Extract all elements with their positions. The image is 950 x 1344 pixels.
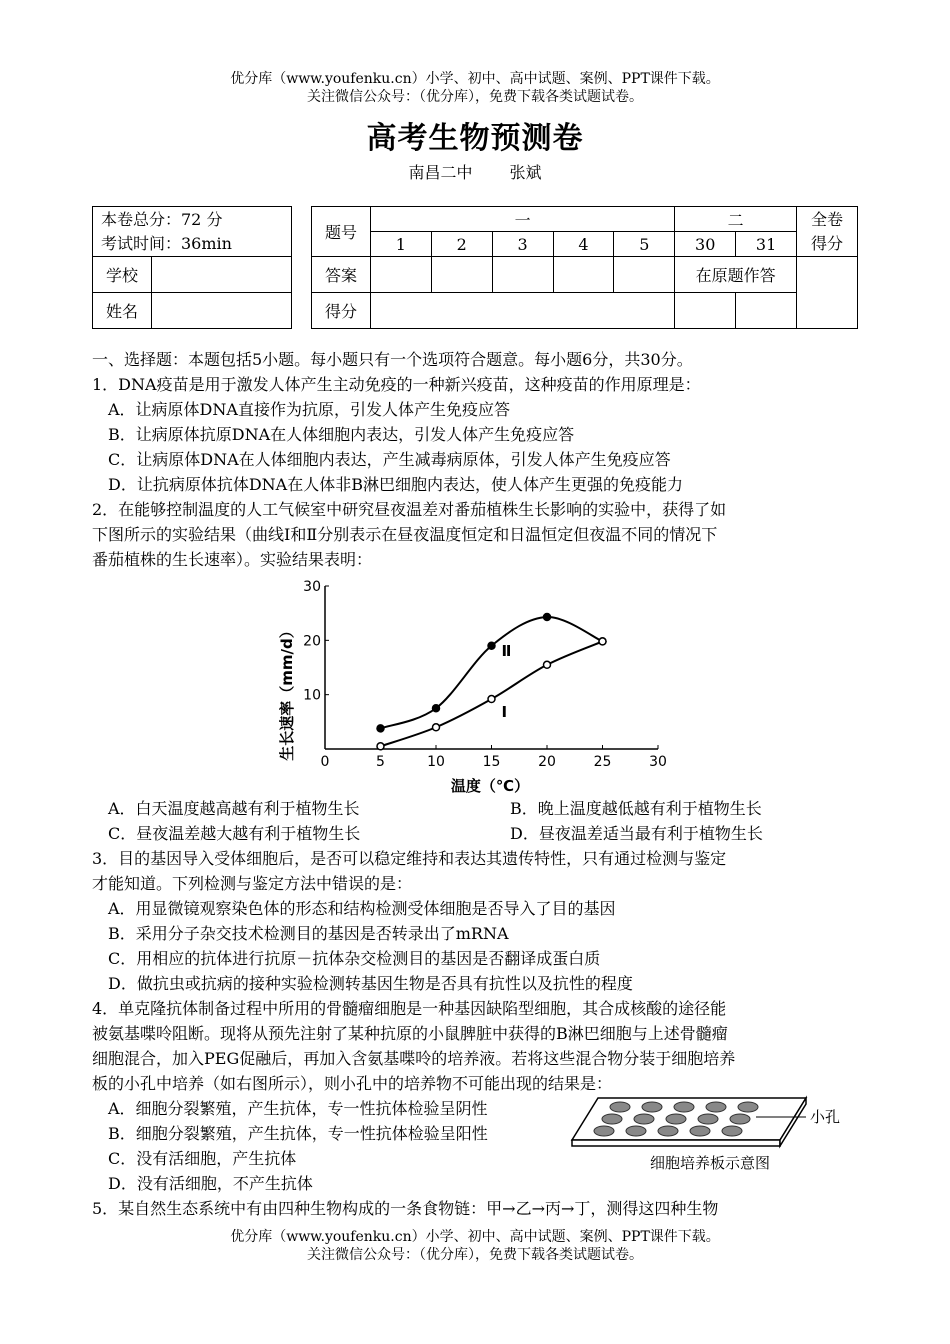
question-number: 30: [675, 232, 736, 257]
score-cell[interactable]: [675, 293, 736, 329]
q1-option-b[interactable]: B．让病原体抗原DNA在人体细胞内表达，引发人体产生免疫应答: [108, 425, 575, 444]
q3-option-d[interactable]: D．做抗虫或抗病的接种实验检测转基因生物是否具有抗性以及抗性的程度: [108, 974, 633, 993]
chart-ticks: [303, 579, 667, 770]
chart-x-tick-label: 10: [427, 754, 445, 770]
q2-stem-line-1: 2．在能够控制温度的人工气候室中研究昼夜温差对番茄植株生长影响的实验中，获得了如: [92, 500, 727, 519]
school-label: 学校: [93, 257, 152, 293]
question-number: 5: [614, 232, 675, 257]
chart-ylabel: 生长速率（mm/d）: [278, 623, 296, 761]
q4-option-d[interactable]: D．没有活细胞，不产生抗体: [108, 1174, 313, 1193]
q4-option-c[interactable]: C．没有活细胞，产生抗体: [108, 1149, 297, 1168]
q1-option-a[interactable]: A．让病原体DNA直接作为抗原，引发人体产生免疫应答: [108, 400, 510, 419]
q4-option-a[interactable]: A．细胞分裂繁殖，产生抗体，专一性抗体检验呈阴性: [108, 1099, 488, 1118]
question-number: 4: [553, 232, 614, 257]
question-no-label: 题号: [312, 207, 371, 257]
footer-line-1: 优分库（www.youfenku.cn）小学、初中、高中试题、案例、PPT课件下载。: [230, 1229, 720, 1245]
footer-line-2: 关注微信公众号：（优分库），免费下载各类试题试卷。: [307, 1247, 643, 1263]
exam-time: 考试时间：36min: [101, 233, 232, 253]
culture-well: [690, 1126, 710, 1136]
chart-x-tick-label: 0: [320, 754, 330, 770]
q4-option-b[interactable]: B．细胞分裂繁殖，产生抗体，专一性抗体检验呈阳性: [108, 1124, 488, 1143]
q3-stem-line-1: 3．目的基因导入受体细胞后，是否可以稳定维持和表达其遗传特性，只有通过检测与鉴定: [92, 849, 727, 868]
culture-well: [730, 1114, 750, 1124]
chart-point: [488, 642, 495, 649]
name-field[interactable]: [152, 293, 292, 329]
chart-x-tick-label: 20: [538, 754, 556, 770]
culture-well: [610, 1102, 630, 1112]
page-title: 高考生物预测卷: [366, 121, 584, 156]
culture-well: [642, 1102, 662, 1112]
author-line: [0, 160, 950, 183]
score-cell[interactable]: [736, 293, 797, 329]
q4-stem-line-3: 细胞混合，加入PEG促融后，再加入含氨基喋呤的培养液。若将这些混合物分装于细胞培养: [92, 1049, 736, 1068]
q4-stem-line-4: 板的小孔中培养（如右图所示），则小孔中的培养物不可能出现的结果是：: [92, 1074, 613, 1093]
section-heading: 一、选择题：本题包括5小题。每小题只有一个选项符合题意。每小题6分，共30分。: [92, 350, 693, 369]
q1-option-c[interactable]: C．让病原体DNA在人体细胞内表达，产生减毒病原体，引发人体产生免疫应答: [108, 450, 671, 469]
culture-plate-front: [572, 1140, 780, 1146]
score-label: 得分: [312, 293, 371, 329]
q2-stem-line-3: 番茄植株的生长速率）。实验结果表明：: [92, 550, 373, 569]
section-one-header: 一: [370, 207, 674, 232]
culture-well: [738, 1102, 758, 1112]
q3-option-b[interactable]: B．采用分子杂交技术检测目的基因是否转录出了mRNA: [108, 924, 509, 943]
q1-stem: 1．DNA疫苗是用于激发人体产生主动免疫的一种新兴疫苗，这种疫苗的作用原理是：: [92, 375, 701, 394]
culture-well: [706, 1102, 726, 1112]
culture-well: [634, 1114, 654, 1124]
chart-series-line: [381, 641, 603, 746]
q3-stem-line-2: 才能知道。下列检测与鉴定方法中错误的是：: [92, 874, 413, 893]
q4-stem-line-2: 被氨基喋呤阻断。现将从预先注射了某种抗原的小鼠脾脏中获得的B淋巴细胞与上述骨髓瘤: [92, 1024, 728, 1043]
q2-option-d[interactable]: D．昼夜温差适当最有利于植物生长: [510, 824, 763, 843]
chart-series: [377, 613, 606, 749]
culture-well: [658, 1126, 678, 1136]
chart-point: [377, 725, 384, 732]
culture-well: [674, 1102, 694, 1112]
total-score-cell[interactable]: [797, 257, 858, 329]
chart-point: [488, 696, 495, 703]
chart-series-line: [381, 617, 603, 728]
score-cell-section-one[interactable]: [370, 293, 674, 329]
answer-cell[interactable]: [492, 257, 553, 293]
culture-plate-figure: [570, 1092, 860, 1174]
answer-cell[interactable]: [553, 257, 614, 293]
culture-well: [626, 1126, 646, 1136]
info-table: [92, 206, 292, 329]
chart-x-tick-label: 15: [482, 754, 501, 770]
total-score-header: 全卷 得分: [797, 207, 858, 257]
answer-label: 答案: [312, 257, 371, 293]
chart-series-label: Ⅰ: [501, 703, 508, 722]
header-line-1: 优分库（www.youfenku.cn）小学、初中、高中试题、案例、PPT课件下载。: [230, 71, 720, 87]
figure-caption: 细胞培养板示意图: [649, 1154, 771, 1172]
growth-rate-chart: [270, 572, 680, 796]
question-number: 1: [370, 232, 431, 257]
q3-option-c[interactable]: C．用相应的抗体进行抗原－抗体杂交检测目的基因是否翻译成蛋白质: [108, 949, 601, 968]
chart-point: [599, 638, 606, 645]
chart-y-tick-label: 10: [303, 687, 321, 704]
q2-stem-line-2: 下图所示的实验结果（曲线Ⅰ和Ⅱ分别表示在昼夜温度恒定和日温恒定但夜温不同的情况下: [92, 525, 718, 544]
chart-x-tick-label: 5: [376, 754, 385, 770]
chart-point: [377, 743, 384, 750]
total-score: 本卷总分：72 分: [101, 209, 223, 229]
answer-note: 在原题作答: [675, 257, 797, 293]
q2-option-b[interactable]: B．晚上温度越低越有利于植物生长: [510, 799, 762, 818]
author-name: 张斌: [509, 163, 542, 182]
chart-point: [544, 613, 551, 620]
chart-axes: [325, 586, 658, 749]
chart-x-tick-label: 25: [593, 754, 612, 770]
chart-x-tick-label: 30: [649, 754, 667, 770]
chart-series-label: Ⅱ: [501, 641, 512, 660]
question-number: 2: [431, 232, 492, 257]
question-number: 31: [736, 232, 797, 257]
question-number: 3: [492, 232, 553, 257]
chart-y-tick-label: 30: [303, 579, 321, 595]
answer-cell[interactable]: [614, 257, 675, 293]
section-two-header: 二: [675, 207, 797, 232]
chart-y-tick-label: 20: [303, 633, 321, 650]
q3-option-a[interactable]: A．用显微镜观察染色体的形态和结构检测受体细胞是否导入了目的基因: [108, 899, 616, 918]
culture-well: [602, 1114, 622, 1124]
q1-option-d[interactable]: D．让抗病原体抗体DNA在人体非B淋巴细胞内表达，使人体产生更强的免疫能力: [108, 475, 683, 494]
header-line-2: 关注微信公众号：（优分库），免费下载各类试题试卷。: [307, 89, 643, 105]
culture-well: [722, 1126, 742, 1136]
q4-stem-line-1: 4．单克隆抗体制备过程中所用的骨髓瘤细胞是一种基因缺陷型细胞，其合成核酸的途径能: [92, 999, 727, 1018]
author-school: 南昌二中: [408, 163, 473, 182]
q2-option-a[interactable]: A．白天温度越高越有利于植物生长: [108, 799, 360, 818]
answer-table: [311, 206, 858, 329]
answer-cell[interactable]: [431, 257, 492, 293]
chart-xlabel: 温度（℃）: [450, 777, 530, 795]
culture-well: [698, 1114, 718, 1124]
chart-point: [433, 724, 440, 731]
school-field[interactable]: [152, 257, 292, 293]
q2-option-c[interactable]: C．昼夜温差越大越有利于植物生长: [108, 824, 361, 843]
chart-point: [433, 705, 440, 712]
culture-well: [666, 1114, 686, 1124]
answer-cell[interactable]: [370, 257, 431, 293]
q5-stem: 5．某自然生态系统中有由四种生物构成的一条食物链：甲→乙→丙→丁，测得这四种生物: [92, 1199, 719, 1218]
well-label: 小孔: [810, 1108, 841, 1126]
culture-well: [594, 1126, 614, 1136]
chart-point: [544, 661, 551, 668]
name-label: 姓名: [93, 293, 152, 329]
